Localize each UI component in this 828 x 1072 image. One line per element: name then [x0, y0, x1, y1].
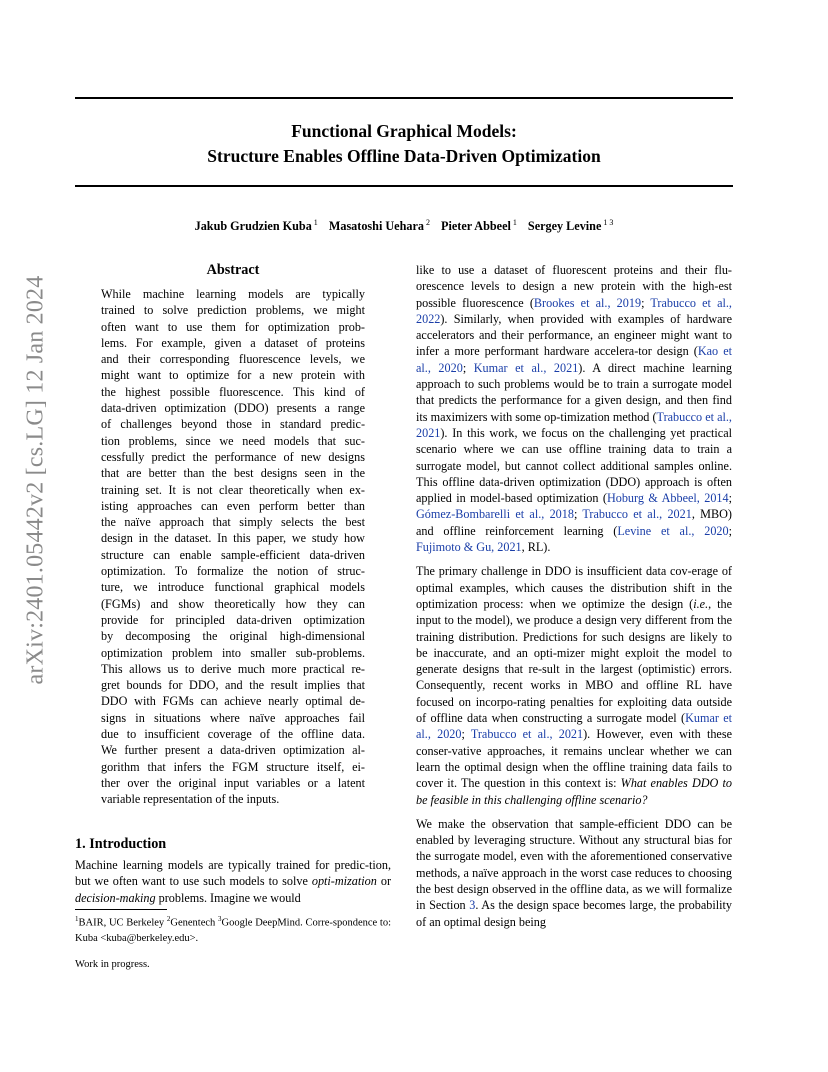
section-heading-introduction: 1. Introduction — [75, 836, 167, 852]
abstract-line: DDO with FGMs can achieve nearly optimal de- — [101, 694, 365, 709]
text-run: ; — [728, 491, 732, 506]
author — [195, 219, 318, 233]
text-run: ; — [728, 523, 732, 538]
author — [528, 219, 613, 233]
abstract-line: optimization problem into smaller sub-problems. — [101, 645, 365, 660]
title-bottom-rule — [75, 185, 733, 187]
abstract-line: variable representation of the inputs. — [101, 792, 280, 807]
abstract-line: by decomposing the original high-dimensional — [101, 629, 365, 644]
abstract-line: lems. For example, given a dataset of proteins — [101, 335, 365, 350]
abstract-line: We further present a data-driven optimization al- — [101, 743, 365, 758]
text-run: Machine learning models are typically trained for predic-tion, but we often want to use such models to solve — [75, 858, 391, 889]
text-run: ; — [641, 295, 651, 310]
paper-title — [75, 119, 733, 169]
citation-link[interactable]: Fujimoto & Gu, 2021 — [416, 540, 522, 555]
text-run: ; — [573, 507, 583, 522]
paragraph — [416, 262, 732, 555]
citation-link[interactable]: Hoburg & Abbeel, 2014 — [606, 491, 729, 506]
abstract-line: signs in situations where naïve approaches fail — [101, 710, 365, 725]
citation-link[interactable]: Gómez-Bombarelli et al., 2018 — [416, 507, 574, 522]
footnote-rule — [75, 909, 167, 910]
citation-link[interactable]: Levine et al., 2020 — [617, 523, 729, 538]
citation-link[interactable]: Trabucco et al., 2021 — [470, 727, 584, 742]
abstract-body — [101, 286, 365, 808]
abstract-line: isting approaches can even perform better than — [101, 498, 365, 513]
abstract-line: data-driven optimization (DDO) presents a range — [101, 401, 365, 416]
abstract-line: provide for principled data-driven optimization — [101, 612, 365, 627]
abstract-line: trained to solve prediction problems, we might — [101, 303, 365, 318]
footnote-mark: 1 — [75, 915, 79, 923]
emphasis-text: i.e. — [693, 596, 709, 611]
text-run: , MBO) and offline reinforcement learning ( — [416, 507, 732, 538]
text-run: The primary challenge in DDO is insufficient data cov-erage of optimal examples, which causes the distribution shift in the optimization process: when we optimize the design ( — [416, 564, 732, 611]
abstract-line: might want to optimize for a new protein with — [101, 368, 365, 383]
author — [441, 219, 517, 233]
affiliation-footnote — [75, 912, 391, 946]
introduction-paragraph — [75, 857, 391, 906]
abstract-line: optimization. To formalize the notion of struc- — [101, 564, 365, 579]
author-affiliation-mark: 1 3 — [603, 218, 614, 227]
author-name: Jakub Grudzien Kuba — [194, 219, 312, 234]
emphasis-text: opti-mization — [311, 874, 377, 889]
abstract-line: cessfully predict the performance of new designs — [101, 449, 365, 464]
emphasis-text: What enables DDO to be feasible in this challenging offline scenario? — [416, 776, 732, 807]
citation-link[interactable]: Trabucco et al., 2021 — [582, 507, 692, 522]
abstract-line: gorithm that infers the FGM structure itself, ei- — [101, 759, 365, 774]
paragraph — [416, 816, 732, 930]
abstract-line: design in the dataset. In this paper, we study how — [101, 531, 365, 546]
citation-link[interactable]: Kumar et al., 2020 — [416, 711, 733, 742]
text-run: , the input to the model), we produce a design very different from the training distribution. Predictions for such designs are likely to be inaccurate, and an opti-mizer might exploit the model to generate designs that re-sult in the largest (optimistic) errors. Consequently, recent works in MBO and offline RL have focused on incorpo-rating penalties for exploiting data outside of offline data when constructing a surrogate model ( — [416, 596, 733, 726]
author-name: Sergey Levine — [527, 219, 602, 234]
abstract-line: and their corresponding fluorescence levels, we — [101, 352, 365, 367]
footnote-text: BAIR, UC Berkeley — [78, 917, 167, 929]
text-run: ; — [462, 360, 474, 375]
footnote-text: Google DeepMind. Corre-spondence to: Kuba <kuba@berkeley.edu>. — [75, 917, 391, 944]
author-affiliation-mark: 2 — [425, 218, 430, 227]
abstract-line: tion problems, since we need models that suc- — [101, 433, 365, 448]
abstract-line: the highest possible fluorescence. This kind of — [101, 384, 365, 399]
text-run: . As the design space becomes large, the probability of an optimal design being — [416, 898, 732, 929]
footnote-text: Genentech — [170, 917, 219, 929]
title-top-rule — [75, 97, 733, 99]
abstract-line: This allows us to derive much more practical re- — [101, 661, 365, 676]
citation-link[interactable]: 3 — [469, 898, 476, 913]
author-affiliation-mark: 1 — [512, 218, 517, 227]
abstract-line: training set. It is not clear theoretically when ex- — [101, 482, 365, 497]
author-list — [75, 213, 733, 236]
footnote-mark: 2 — [166, 915, 171, 923]
text-run: ). In this work, we focus on the challenging yet practical scenario where we can use offline training data to train a surrogate model, but cannot collect additional samples online. This offline data-driven optimization (DDO) approach is often applied in model-based optimization ( — [416, 425, 732, 506]
right-column-text — [416, 262, 732, 930]
citation-link[interactable]: Kao et al., 2020 — [416, 344, 733, 375]
author — [329, 219, 430, 233]
abstract-line: that are better than the best designs seen in the — [101, 466, 365, 481]
text-run: ). However, even with these conser-vative approaches, it remains unclear whether we can learn the optimal design when the offline training data fails to cover it. The question in this context is: — [416, 727, 732, 791]
citation-link[interactable]: Trabucco et al., 2021 — [416, 409, 732, 440]
work-in-progress-note: Work in progress. — [75, 959, 150, 970]
text-run: problems. Imagine we would — [155, 890, 301, 905]
text-run: or — [376, 874, 391, 889]
author-name: Pieter Abbeel — [441, 219, 511, 234]
abstract-line: ther over the original input variables or a latent — [101, 775, 365, 790]
text-run: ). Similarly, when provided with examples of hardware accelerators and their performance, an engineer might want to infer a more performant hardware accelera-tor design ( — [416, 311, 732, 359]
citation-link[interactable]: Brookes et al., 2019 — [533, 295, 642, 310]
abstract-heading: Abstract — [206, 262, 260, 278]
title-line-1: Functional Graphical Models: — [291, 121, 517, 141]
abstract-line: gret bounds for DDO, and the result implies that — [101, 678, 365, 693]
abstract-line: While machine learning models are typically — [101, 287, 365, 301]
abstract-line: due to insufficient coverage of the offline data. — [101, 727, 365, 742]
emphasis-text: decision-making — [75, 890, 156, 905]
author-name: Masatoshi Uehara — [328, 219, 424, 234]
paragraph — [416, 563, 732, 807]
abstract-line: (FGMs) and show theoretically how they can — [101, 596, 365, 611]
text-run: like to use a dataset of fluorescent proteins and their flu-orescence levels to design a new protein with the high-est possible fluorescence ( — [416, 263, 732, 310]
footnote-mark: 3 — [218, 915, 222, 923]
text-run: ). A direct machine learning approach to such problems would be to train a surrogate model that predicts the performance for a given design, and then find its maximizers with some op-timization method ( — [416, 360, 732, 424]
text-run: We make the observation that sample-efficient DDO can be enabled by leveraging structure. Without any structural bias for the surrogate model, even with the aforementioned conservative methods, a naïve approach in the worst case reduces to choosing the best design observed in the offline data, as we will formalize in Section — [416, 816, 732, 913]
abstract-line: structure can enable sample-efficient data-driven — [101, 547, 365, 562]
text-run: ; — [461, 727, 471, 742]
citation-link[interactable]: Kumar et al., 2021 — [473, 360, 579, 375]
abstract-line: often want to use them for optimization prob- — [101, 319, 365, 334]
text-run: , RL). — [521, 540, 551, 555]
abstract-line: the naïve approach that simply selects the best — [101, 515, 365, 530]
introduction-text — [75, 857, 391, 906]
citation-link[interactable]: Trabucco et al., 2022 — [416, 295, 732, 326]
author-affiliation-mark: 1 — [313, 218, 318, 227]
abstract-line: of challenges beyond those in standard predic- — [101, 417, 365, 432]
abstract-line: ture, we introduce functional graphical models — [101, 580, 365, 595]
title-line-2: Structure Enables Offline Data-Driven Optimization — [207, 146, 601, 166]
arxiv-stamp-text: arXiv:2401.05442v2 [cs.LG] 12 Jan 2024 — [22, 275, 49, 685]
